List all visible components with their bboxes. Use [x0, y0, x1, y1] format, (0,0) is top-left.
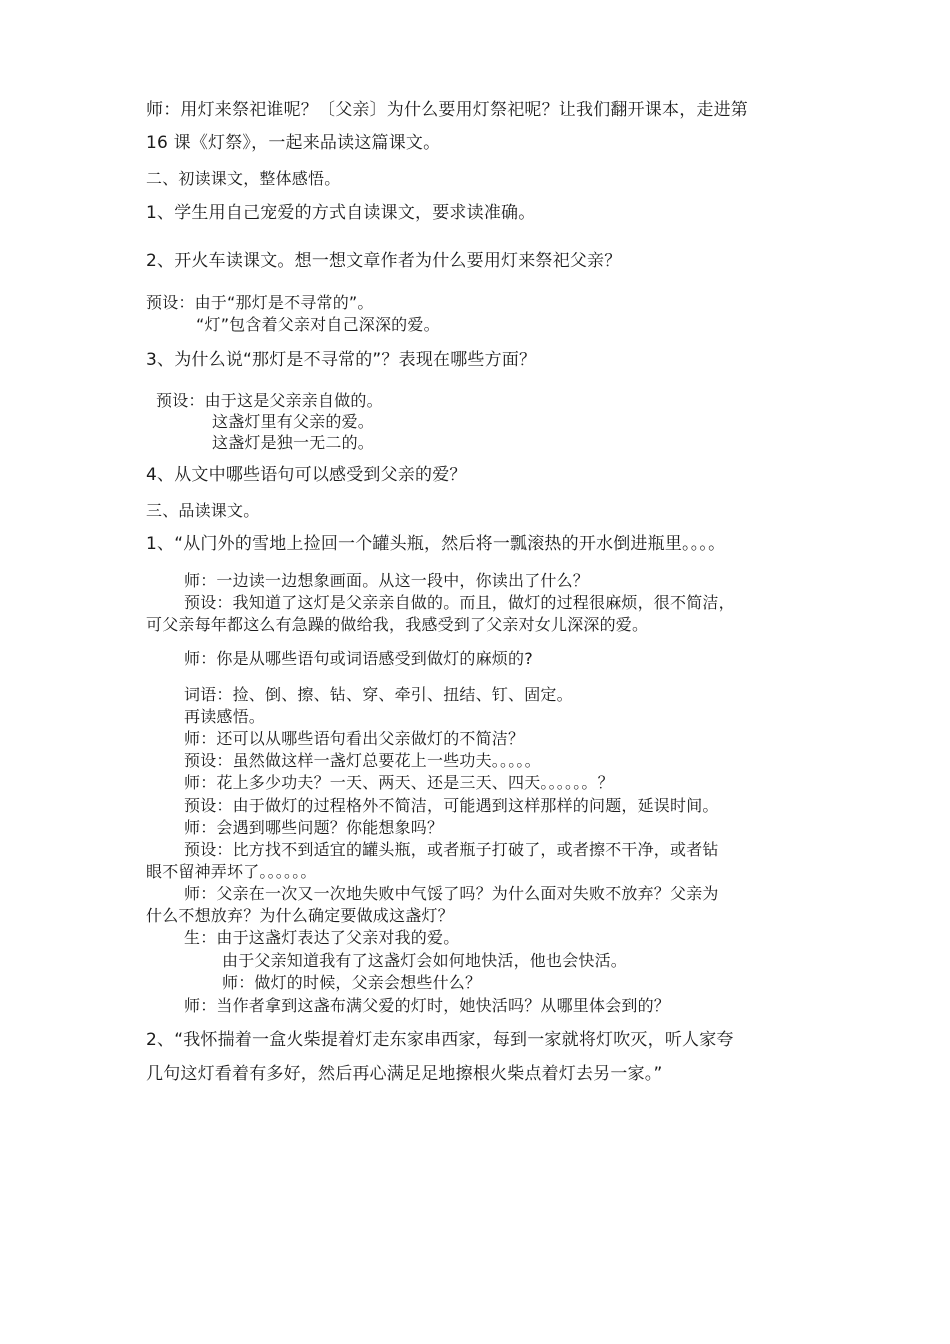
text-line: 16 课《灯祭》，一起来品读这篇课文。 — [146, 133, 441, 153]
text-line: 师：还可以从哪些语句看出父亲做灯的不简洁？ — [184, 729, 525, 748]
text-line: 生：由于这盏灯表达了父亲对我的爱。 — [184, 928, 460, 947]
text-line: 1、学生用自己宠爱的方式自读课文，要求读准确。 — [146, 203, 536, 223]
text-line: 3、为什么说“那灯是不寻常的”？表现在哪些方面？ — [146, 350, 537, 370]
text-line: “灯”包含着父亲对自己深深的爱。 — [196, 315, 440, 334]
section-heading: 三、品读课文。 — [146, 501, 260, 520]
text-line: 由于父亲知道我有了这盏灯会如何地快活，他也会快活。 — [222, 951, 628, 970]
text-line: 师：花上多少功夫？一天、两天、还是三天、四天。。。。。。？ — [184, 773, 614, 792]
text-line: 2、“我怀揣着一盒火柴提着灯走东家串西家，每到一家就将灯吹灭，听人家夸 — [146, 1030, 734, 1050]
text-line: 师：会遇到哪些问题？你能想象吗？ — [184, 818, 444, 837]
text-line: 师：做灯的时候，父亲会想些什么？ — [222, 973, 482, 992]
text-line: 这盏灯里有父亲的爱。 — [212, 412, 375, 431]
text-line: 可父亲每年都这么有急躁的做给我，我感受到了父亲对女儿深深的爱。 — [146, 615, 649, 634]
section-heading: 二、初读课文，整体感悟。 — [146, 169, 341, 188]
text-line: 几句这灯看着有多好，然后再心满足足地擦根火柴点着灯去另一家。” — [146, 1064, 663, 1084]
text-line: 眼不留神弄坏了。。。。。。 — [146, 862, 317, 881]
text-line: 1、“从门外的雪地上捡回一个罐头瓶，然后将一瓢滚热的开水倒进瓶里。。。。 — [146, 534, 726, 554]
text-line: 词语：捡、倒、擦、钻、穿、牵引、扭结、钉、固定。 — [184, 685, 573, 704]
text-line: 预设：我知道了这灯是父亲亲自做的。而且，做灯的过程很麻烦，很不简洁， — [184, 593, 735, 612]
text-line: 什么不想放弃？为什么确定要做成这盏灯？ — [146, 906, 454, 925]
text-line: 2、开火车读课文。想一想文章作者为什么要用灯来祭祀父亲？ — [146, 251, 622, 271]
text-line: 师：你是从哪些语句或词语感受到做灯的麻烦的? — [184, 649, 533, 668]
text-line: 师：用灯来祭祀谁呢？〔父亲〕为什么要用灯祭祀呢？让我们翻开课本，走进第 — [146, 100, 748, 120]
text-line: 4、从文中哪些语句可以感受到父亲的爱？ — [146, 465, 467, 485]
text-line: 师：当作者拿到这盏布满父爱的灯时，她快活吗？从哪里体会到的？ — [184, 996, 671, 1015]
text-line: 再读感悟。 — [184, 707, 266, 726]
text-line: 预设：由于“那灯是不寻常的”。 — [146, 293, 374, 312]
text-line: 这盏灯是独一无二的。 — [212, 433, 375, 452]
text-line: 预设：虽然做这样一盏灯总要花上一些功夫。。。。。 — [184, 751, 541, 770]
text-line: 师：一边读一边想象画面。从这一段中，你读出了什么？ — [184, 571, 590, 590]
text-line: 预设：由于做灯的过程格外不简洁，可能遇到这样那样的问题，延误时间。 — [184, 796, 719, 815]
text-line: 师：父亲在一次又一次地失败中气馁了吗？为什么面对失败不放弃？父亲为 — [184, 884, 719, 903]
text-line: 预设：由于这是父亲亲自做的。 — [156, 391, 383, 410]
text-line: 预设：比方找不到适宜的罐头瓶，或者瓶子打破了，或者擦不干净，或者钻 — [184, 840, 719, 859]
